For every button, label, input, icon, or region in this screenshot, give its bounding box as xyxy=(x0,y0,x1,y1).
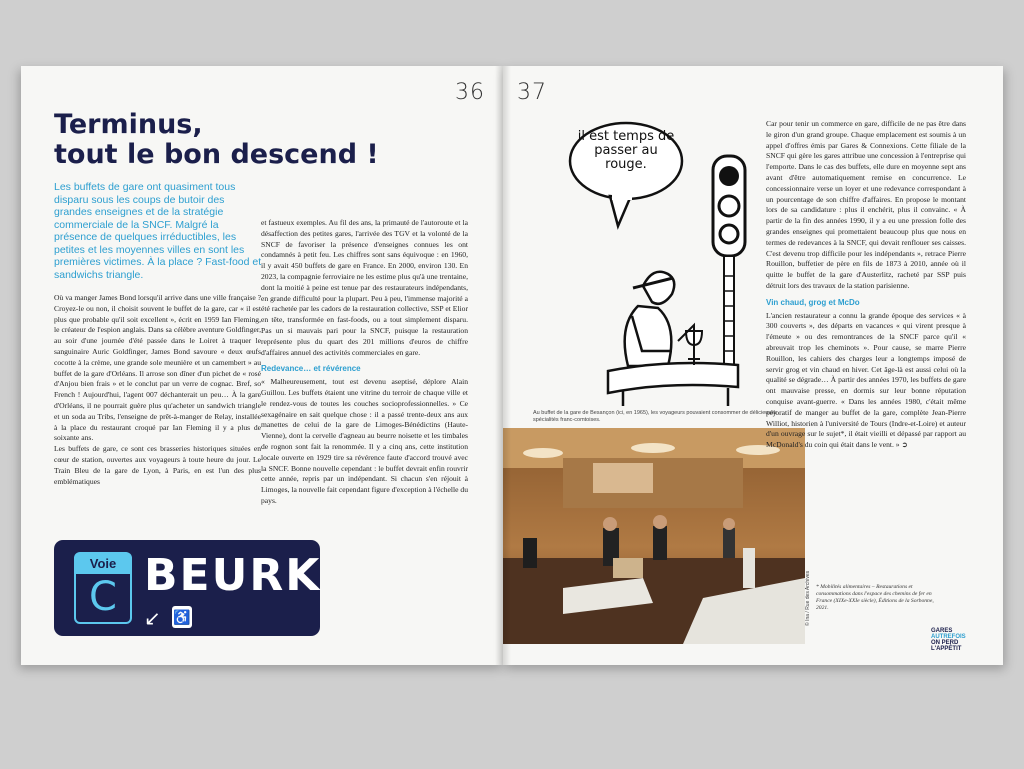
track-label: Voie xyxy=(76,554,130,574)
lead-paragraph: Les buffets de gare ont quasiment tous disparu sous les coups de butoir des grandes enseignes et de la stratégie commerciale de la SNCF. Malgré la présence de quelques irréductibles, les petites et les moyennes villes en sont les premières victimes. À la place ? Fast-food et sandwichs triangle. xyxy=(54,181,262,281)
body-column-3 xyxy=(766,119,966,451)
track-panel xyxy=(74,552,132,624)
body-column-1: Où va manger James Bond lorsqu'il arrive dans une ville française ? Croyez-le ou non, il choisit souvent le buffet de la gare, car « il est plus que probable qu'il soit excellent », écrit en 1959 Ian Fleming, le créateur de l'espion anglais. Dans sa célèbre aventure Goldfinger, au soir d'une journée d'été passée dans le Loiret à traquer le sanguinaire Auric Goldfinger, James Bond savoure « deux œufs cocotte à la crème, une grande sole meunière et un camembert » au buffet de la gare d'Orléans. Il arrose son dîner d'un pichet de « rosé d'Anjou bien frais » et le conclut par un verre de cognac. Bref, so French ! Aujourd'hui, l'agent 007 déchanterait un peu… À la gare d'Orléans, il ne pourrait guère plus qu'acheter un sandwich triangle et un soda au Tribs, l'enseigne de prêt-à-manger de Relay, installée à la place du restaurant croqué par Ian Fleming il y a plus de soixante ans. Les buffets de gare, ce sont ces brasseries historiques situées en cœur de station, ouvertes aux voyageurs à toute heure du jour. Le Train Bleu de la gare de Lyon, à Paris, en est l'un des plus emblématiques xyxy=(54,293,261,486)
arrow-down-left-icon: ↙ xyxy=(144,608,161,630)
cartoon-illustration xyxy=(548,116,768,406)
section-subhead: Vin chaud, grog et McDo xyxy=(766,297,860,307)
logo-line: ON PERD xyxy=(931,640,959,646)
sign-word: BEURK xyxy=(144,550,322,601)
photo-credit: © Ina / Rue des Archives xyxy=(805,570,811,626)
photo-caption: Au buffet de la gare de Besançon (ici, en 1965), les voyageurs pouvaient consommer de délicieuses spécialités franc-comtoises. xyxy=(533,410,777,423)
footnote: * Mobilités alimentaires – Restaurations et consommations dans l'espace des chemins de fer en France (XIXe-XXIe siècle), Éditions de la Sorbonne, 2021. xyxy=(816,584,934,611)
title-line-2: tout le bon descend ! xyxy=(54,139,379,170)
section-subhead: Redevance… et révérence xyxy=(261,364,361,374)
body-column-2 xyxy=(261,218,468,507)
speech-bubble-text: il est temps de passer au rouge. xyxy=(577,130,675,172)
body-paragraph: Car pour tenir un commerce en gare, difficile de ne pas être dans le giron d'un grand groupe. Chaque emplacement est soumis à un appel d'offres émis par Gares & Connexions. Cette filiale de la SNCF qui gère les gares attribue une concession à l'entreprise qui l'emporte. Dans le cas des buffets, elle dure en moyenne sept ans avant d'être automatiquement remise en concurrence. Le concessionnaire verse un loyer et une redevance correspondant à un pourcentage de son chiffre d'affaires. En propose le montant lors de sa candidature : plus il enchérit, plus il convainc. « À partir de la fin des années 1990, il y a eu une pression folle des grandes enseignes qui promettaient beaucoup plus que nous en termes de redevances à la SNCF, qui devait renflouer ses caisses. C'est devenu trop difficile pour les indépendants », retrace Pierre Rouillon, buffetier de père en fils de 1873 à 2010, année où il quitte le buffet de la gare d'Austerlitz, racheté par SSP puis détruit lors des travaux de la station parisienne. xyxy=(766,119,966,290)
logo-line: AUTREFOIS xyxy=(931,634,966,640)
right-page xyxy=(503,66,1003,665)
logo-line: GARES xyxy=(931,628,953,634)
page-number: 36 xyxy=(455,80,485,105)
left-page xyxy=(21,66,503,665)
body-paragraph: « Malheureusement, tout est devenu aseptisé, déplore Alain Guillou. Les buffets étaient une vitrine du terroir de chaque ville et le rendez-vous de toutes les couches socioprofessionnelles. » Ce sexagénaire en sait quelque chose : il a passé trente-deux ans aux manettes de celui de la gare de Limoges-Bénédictins (Haute-Vienne), dont la cervelle d'agneau au beurre noisette et les timbales de rognon sont fait la renommée. Il y a cinq ans, cette institution locale ouverte en 1929 tire sa révérence faute d'accord trouvé avec la SNCF. Bonne nouvelle cependant : le buffet devrait enfin rouvrir cette année, repris par un indépendant. Si chacun s'en réjouit à Limoges, la nouvelle fait cependant figure d'exception à l'échelle du pays. xyxy=(261,377,468,505)
stairs-pictogram-icon: ♿ xyxy=(172,606,192,628)
track-letter: C xyxy=(89,574,117,620)
buffet-photo xyxy=(503,428,805,644)
platform-sign xyxy=(54,540,320,636)
body-paragraph: et fastueux exemples. Au fil des ans, la primauté de l'autoroute et la désaffection des petites gares, l'arrivée des TGV et la volonté de la SNCF de favoriser la présence d'enseignes connues les ont condamnés à petit feu. Les chiffres sont sans équivoque : en 1960, il y avait 450 buffets de gare en France. En 2000, environ 130. En 2023, la compagnie ferroviaire ne les estime plus qu'à une trentaine, dont la moitié à peine est tenue par des restaurateurs indépendants, en grande difficulté pour la plupart. Peu à peu, l'immense majorité a été rachetée par les cadors de la restauration collective, SSP et Elior en tête, transformée en fast-foods, ou a tout simplement disparu. Pas un si mauvais pari pour la SNCF, puisque la restauration représente plus du quart des 201 millions d'euros de chiffre d'affaires annuel des activités commerciales en gare. xyxy=(261,218,468,357)
logo-line: L'APPÉTIT xyxy=(931,646,962,652)
page-number: 37 xyxy=(517,80,547,105)
body-paragraph: L'ancien restaurateur a connu la grande époque des services « à 300 couverts », des départs en vacances « qui virent presque à l'émeute » ou des remontrances de la SNCF parce qu'il « abreuvait trop les cheminots ». Pour cause, se marre Pierre Rouillon, les cahiers des charges leur a longtemps imposé de servir grog et vin chaud en hiver. Cet âge-là est aussi celui où la qualité se dégrade… À partir des années 1970, les buffets de gare ont mauvaise presse, en dormis sur leur bonne réputation conquise avant-guerre. « Dans les années 1980, c'était même péjoratif de manger au buffet de la gare, complète Jean-Pierre Williot, historien à l'université de Tours (Indre-et-Loire) et auteur d'un ouvrage sur le sujet*, il était vieilli et dépassé par rapport au McDonald's du coin qui était dans le vent. » ➲ xyxy=(766,310,966,450)
rubric-logo xyxy=(931,628,965,652)
article-title xyxy=(54,110,474,170)
title-line-1: Terminus, xyxy=(54,109,203,140)
